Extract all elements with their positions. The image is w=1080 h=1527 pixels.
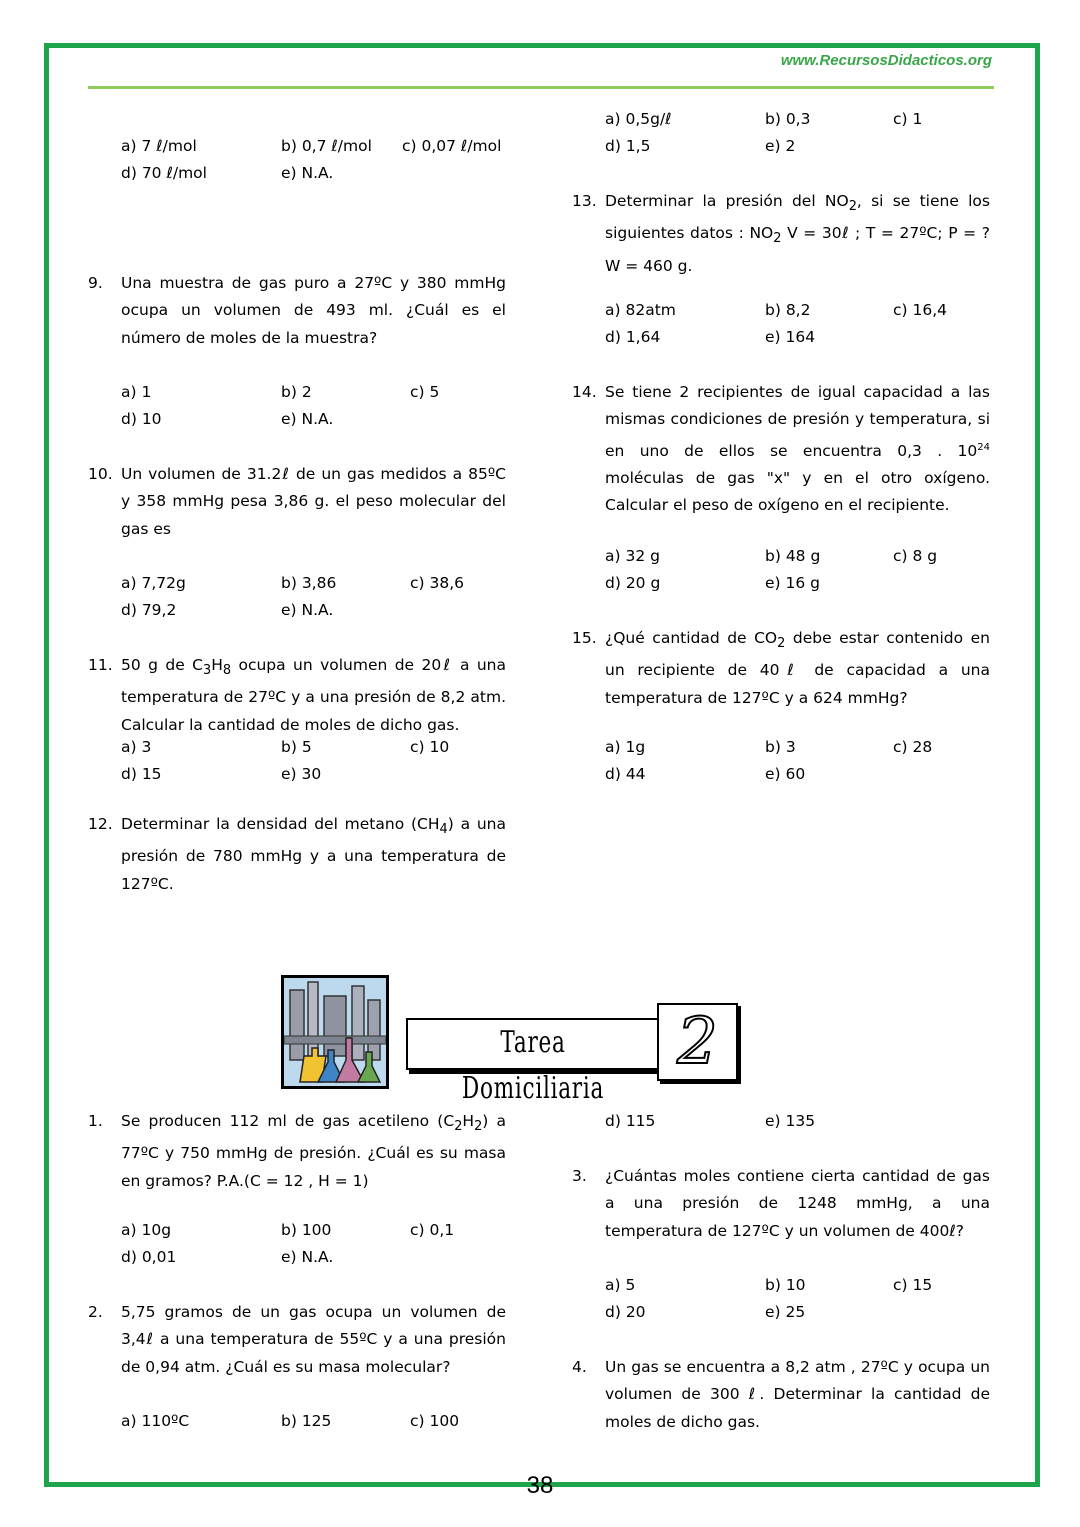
hw2-option-d: d) 115: [605, 1112, 656, 1130]
q14-option-c: c) 8 g: [893, 547, 938, 565]
q10-option-a: a) 7,72g: [121, 574, 186, 592]
question-number: 15.: [572, 629, 597, 647]
homework-number-box: [657, 1003, 738, 1081]
homework-number: 2: [677, 1005, 718, 1079]
q9-option-a: a) 1: [121, 383, 152, 401]
hw-question-3: [572, 1163, 990, 1245]
q11-option-e: e) 30: [281, 765, 322, 783]
hw2-option-c: c) 100: [410, 1412, 460, 1430]
q13-option-a: a) 82atm: [605, 301, 676, 319]
question-text: Se producen 112 ml de gas acetileno $(C_2H_2)$ a 77ºC y 750 mmHg de presión. ¿Cuál es su masa en gramos? P.A.(C = 12 , H = 1): [121, 1112, 506, 1190]
q14-option-b: b) 48 g: [765, 547, 821, 565]
question-number: 10.: [88, 465, 113, 483]
question-text: 50 g de $C_3H_8$ ocupa un volumen de 20ℓ a una temperatura de 27ºC y a una presión de 8,2 atm. Calcular la cantidad de moles de dicho gas.: [121, 656, 506, 734]
question-text: 5,75 gramos de un gas ocupa un volumen de 3,4ℓ a una temperatura de 55ºC y a una presión de 0,94 atm. ¿Cuál es su masa molecular?: [121, 1303, 506, 1376]
question-text: Se tiene 2 recipientes de igual capacidad a las mismas condiciones de presión y temperatura, si en uno de ellos se encuentra 0,3 . $10^{24}$ moléculas de gas "x" y en el otro oxígeno. Calcular el peso de oxígeno en el recipiente.: [605, 383, 990, 515]
hw3-option-a: a) 5: [605, 1276, 636, 1294]
question-10: [88, 461, 506, 543]
q8-option-a: a) 7 ℓ/mol: [121, 137, 197, 155]
homework-title: Tarea Domiciliaria: [461, 1025, 605, 1106]
lab-flasks-icon: [284, 978, 386, 1086]
q15-option-e: e) 60: [765, 765, 806, 783]
hw3-option-c: c) 15: [893, 1276, 933, 1294]
hw2-option-b: b) 125: [281, 1412, 332, 1430]
q9-option-d: d) 10: [121, 410, 162, 428]
hw3-option-d: d) 20: [605, 1303, 646, 1321]
question-14: [572, 379, 990, 520]
hw1-option-b: b) 100: [281, 1221, 332, 1239]
question-text: Una muestra de gas puro a 27ºC y 380 mmHg ocupa un volumen de 493 ml. ¿Cuál es el número de moles de la muestra?: [121, 274, 506, 347]
question-text: ¿Qué cantidad de $CO_2$ debe estar contenido en un recipiente de 40ℓ de capacidad a una temperatura de 127ºC y a 624 mmHg?: [605, 629, 990, 707]
question-number: 12.: [88, 815, 113, 833]
hw2-option-a: a) 110ºC: [121, 1412, 190, 1430]
q13-option-e: e) 164: [765, 328, 816, 346]
q12-option-e: e) 2: [765, 137, 796, 155]
q13-option-d: d) 1,64: [605, 328, 661, 346]
hw1-option-e: e) N.A.: [281, 1248, 334, 1266]
question-number: 13.: [572, 192, 597, 210]
q13-option-b: b) 8,2: [765, 301, 811, 319]
hw1-option-d: d) 0,01: [121, 1248, 177, 1266]
question-text: Determinar la presión del $NO_2$, si se tiene los siguientes datos : $NO_2$ V = 30ℓ ; T = 27ºC; P = ? W = 460 g.: [605, 192, 990, 275]
header-divider: [88, 86, 994, 89]
q8-option-d: d) 70 ℓ/mol: [121, 164, 207, 182]
q11-option-c: c) 10: [410, 738, 450, 756]
q13-option-c: c) 16,4: [893, 301, 948, 319]
q15-option-b: b) 3: [765, 738, 796, 756]
question-number: 1.: [88, 1112, 103, 1130]
q15-option-c: c) 28: [893, 738, 933, 756]
question-15: [572, 625, 990, 712]
q12-option-c: c) 1: [893, 110, 923, 128]
question-number: 2.: [88, 1303, 103, 1321]
question-13: [572, 188, 990, 280]
question-number: 9.: [88, 274, 103, 292]
question-text: Un volumen de 31.2ℓ de un gas medidos a 85ºC y 358 mmHg pesa 3,86 g. el peso molecular del gas es: [121, 465, 506, 538]
q8-option-c: c) 0,07 ℓ/mol: [402, 137, 502, 155]
q14-option-e: e) 16 g: [765, 574, 820, 592]
homework-title-box: [406, 1018, 660, 1106]
q10-option-e: e) N.A.: [281, 601, 334, 619]
question-number: 3.: [572, 1167, 587, 1185]
question-number: 11.: [88, 656, 113, 674]
q15-option-a: a) 1g: [605, 738, 646, 756]
question-text: Un gas se encuentra a 8,2 atm , 27ºC y ocupa un volumen de 300 ℓ. Determinar la cantidad de moles de dicho gas.: [605, 1358, 990, 1431]
hw-question-4: [572, 1354, 990, 1436]
question-number: 4.: [572, 1358, 587, 1376]
q12-option-d: d) 1,5: [605, 137, 651, 155]
chemistry-lab-illustration: [281, 975, 389, 1089]
q8-option-e: e) N.A.: [281, 164, 334, 182]
q12-option-a: a) 0,5g/ℓ: [605, 110, 672, 128]
q8-option-b: b) 0,7 ℓ/mol: [281, 137, 372, 155]
q11-option-b: b) 5: [281, 738, 312, 756]
q15-option-d: d) 44: [605, 765, 646, 783]
q9-option-c: c) 5: [410, 383, 440, 401]
q14-option-d: d) 20 g: [605, 574, 661, 592]
q10-option-b: b) 3,86: [281, 574, 337, 592]
question-12: [88, 811, 506, 898]
hw1-option-c: c) 0,1: [410, 1221, 455, 1239]
hw3-option-e: e) 25: [765, 1303, 806, 1321]
hw1-option-a: a) 10g: [121, 1221, 172, 1239]
q12-option-b: b) 0,3: [765, 110, 811, 128]
question-11: [88, 652, 506, 739]
q9-option-b: b) 2: [281, 383, 312, 401]
site-url: www.RecursosDidacticos.org: [780, 52, 992, 69]
page-number: 38: [526, 1472, 554, 1499]
q10-option-c: c) 38,6: [410, 574, 465, 592]
question-text: Determinar la densidad del metano $(CH_4)$ a una presión de 780 mmHg y a una temperatura de 127ºC.: [121, 815, 506, 893]
q14-option-a: a) 32 g: [605, 547, 660, 565]
q10-option-d: d) 79,2: [121, 601, 177, 619]
q11-option-a: a) 3: [121, 738, 152, 756]
hw3-option-b: b) 10: [765, 1276, 806, 1294]
q11-option-d: d) 15: [121, 765, 162, 783]
hw-question-2: [88, 1299, 506, 1381]
question-9: [88, 270, 506, 352]
q9-option-e: e) N.A.: [281, 410, 334, 428]
hw2-option-e: e) 135: [765, 1112, 816, 1130]
question-number: 14.: [572, 383, 597, 401]
hw-question-1: [88, 1108, 506, 1195]
question-text: ¿Cuántas moles contiene cierta cantidad de gas a una presión de 1248 mmHg, a una temperatura de 127ºC y un volumen de 400ℓ?: [605, 1167, 990, 1240]
